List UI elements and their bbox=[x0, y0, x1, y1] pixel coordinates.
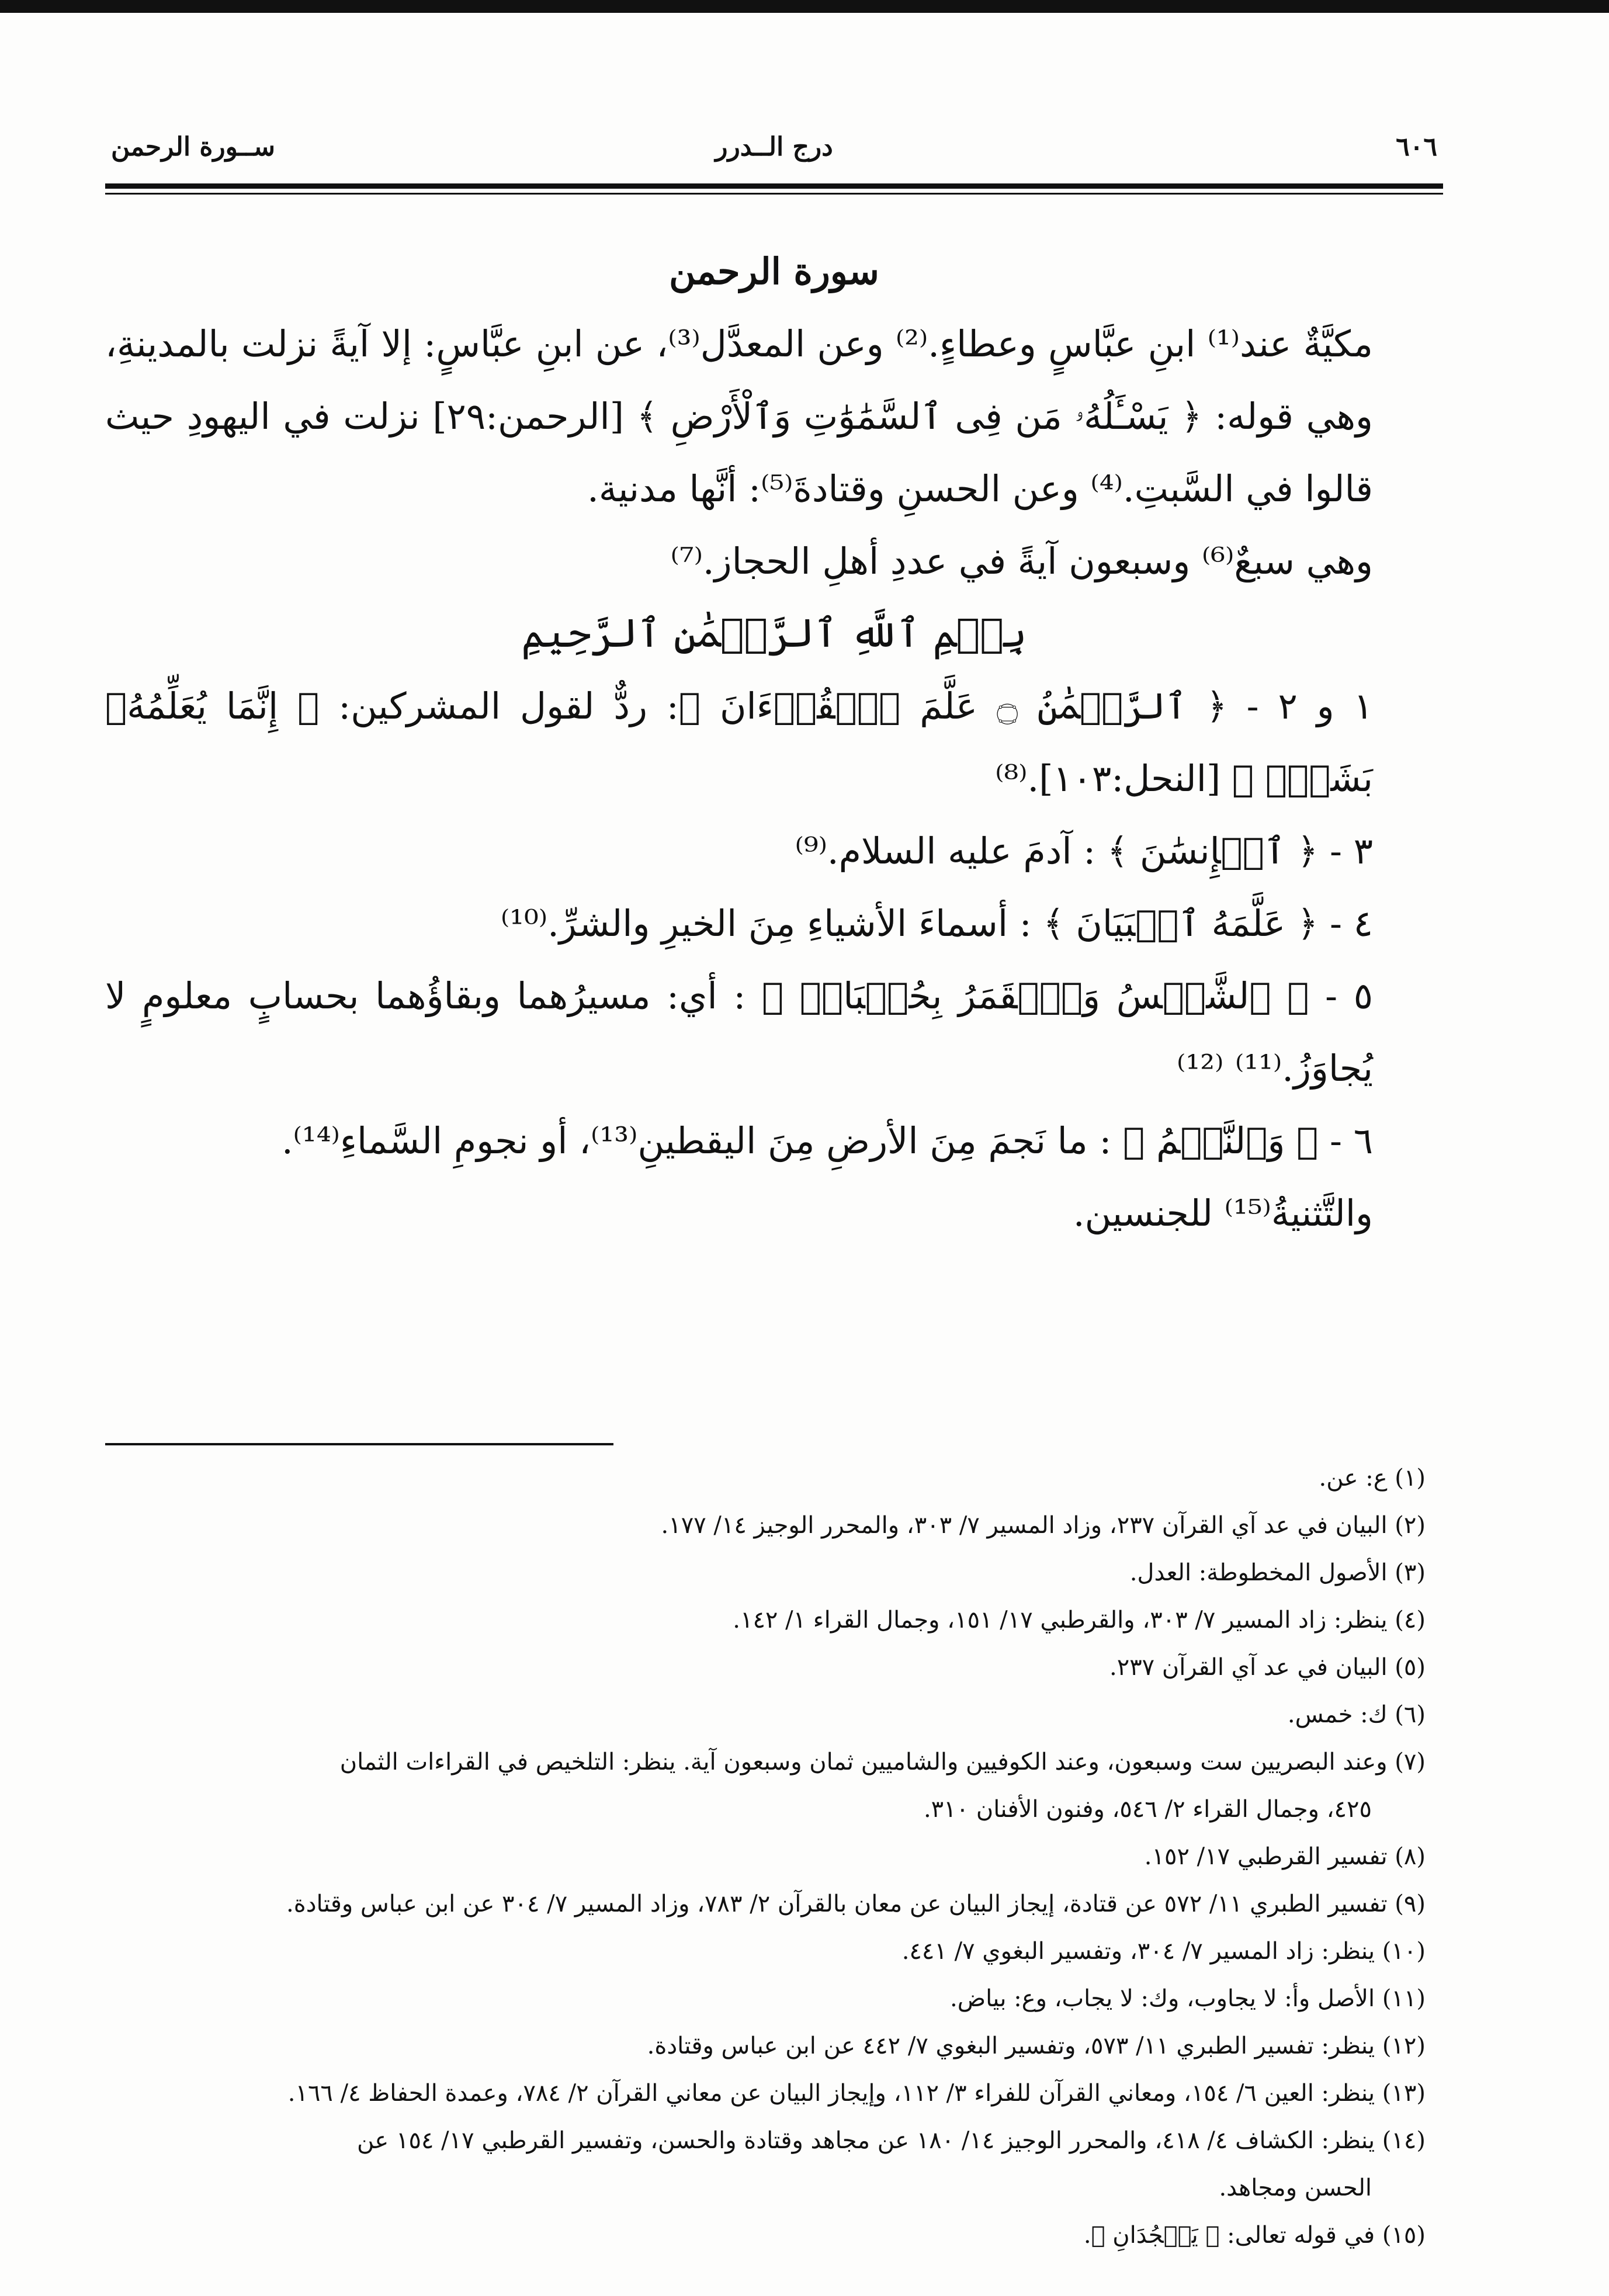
footnote-separator bbox=[105, 1443, 613, 1445]
footnote: (٤) ينظر: زاد المسير ٧/ ٣٠٣، والقرطبي ١٧/ ١٥١، وجمال القراء ١/ ١٤٢. bbox=[733, 1607, 1426, 1633]
footnote: (٣) الأصول المخطوطة: العدل. bbox=[1129, 1559, 1426, 1586]
footnotes bbox=[105, 1455, 1426, 2259]
verse-5-commentary: ٥ - ﴿ ٱلشَّمۡسُ وَٱلۡقَمَرُ بِحُسۡبَانٖ ﴾ : أي: مسيرُهما وبقاؤُهما بحسابٍ معلومٍ لا يُجاوَزُ.⁽¹¹⁾ ⁽¹²⁾ bbox=[105, 974, 1373, 1090]
footnote: (٢) البيان في عد آي القرآن ٢٣٧، وزاد المسير ٧/ ٣٠٣، والمحرر الوجيز ١٤/ ١٧٧. bbox=[661, 1512, 1426, 1539]
header-rule-thick bbox=[105, 183, 1443, 189]
footnote: (١٢) ينظر: تفسير الطبري ١١/ ٥٧٣، وتفسير البغوي ٧/ ٤٤٢ عن ابن عباس وقتادة. bbox=[647, 2033, 1426, 2059]
footnote: (٥) البيان في عد آي القرآن ٢٣٧. bbox=[1109, 1654, 1426, 1681]
footnote: (٧) وعند البصريين ست وسبعون، وعند الكوفيين والشاميين ثمان وسبعون آية. ينظر: التلخيص في القراءات الثمان bbox=[339, 1749, 1426, 1775]
footnote: (١) ع: عن. bbox=[1319, 1465, 1426, 1492]
footnote: (١٣) ينظر: العين ٦/ ١٥٤، ومعاني القرآن للفراء ٣/ ١١٢، وإيجاز البيان عن معاني القرآن ٢/ ٧٨٤، وعمدة الحفاظ ٤/ ١٦٦. bbox=[287, 2080, 1426, 2107]
footnote: (١٤) ينظر: الكشاف ٤/ ٤١٨، والمحرر الوجيز ١٤/ ١٨٠ عن مجاهد وقتادة والحسن، وتفسير القرطبي ١٧/ ١٥٤ عن bbox=[356, 2127, 1426, 2154]
book-page bbox=[105, 117, 1443, 2249]
book-title: درج الــدرر bbox=[715, 132, 833, 162]
footnote-continuation: الحسن ومجاهد. bbox=[1219, 2174, 1372, 2201]
dual-form-note: والتَّثنيةُ⁽¹⁵⁾ للجنسين. bbox=[1073, 1192, 1373, 1234]
surah-running-title: ســورة الرحمن bbox=[111, 132, 276, 162]
verse-1-2-commentary: ١ و ٢ - ﴿ ٱلرَّحۡمَٰنُ ۝ عَلَّمَ ٱلۡقُرۡءَانَ ﴾: ردٌّ لقول المشركين: ﴿ إِنَّمَا يُعَلِّمُهُۥ بَشَرٌۗ ﴾ [النحل:١٠٣].⁽⁸⁾ bbox=[105, 685, 1374, 800]
footnote: (١٠) ينظر: زاد المسير ٧/ ٣٠٤، وتفسير البغوي ٧/ ٤٤١. bbox=[901, 1938, 1426, 1965]
surah-heading: سورة الرحمن bbox=[669, 250, 879, 293]
basmala: بِسۡمِ ٱللَّهِ ٱلرَّحۡمَٰنِ ٱلرَّحِيمِ bbox=[521, 611, 1027, 657]
header-rule-thin bbox=[105, 193, 1443, 195]
footnote: (١١) الأصل وأ: لا يجاوب، وك: لا يجاب، وع: بياض. bbox=[950, 1985, 1426, 2012]
main-text bbox=[105, 235, 1443, 1250]
running-head bbox=[105, 117, 1443, 181]
scan-edge bbox=[0, 0, 1609, 13]
page-number: ٦٠٦ bbox=[1396, 132, 1437, 162]
footnote: (٨) تفسير القرطبي ١٧/ ١٥٢. bbox=[1144, 1843, 1426, 1870]
verse-count-paragraph: وهي سبعٌ⁽⁶⁾ وسبعون آيةً في عددِ أهلِ الحجاز.⁽⁷⁾ bbox=[670, 540, 1373, 582]
footnote: (١٥) في قوله تعالى: ﴿ يَسۡجُدَانِ ﴾. bbox=[1083, 2222, 1426, 2249]
footnote: (٦) ك: خمس. bbox=[1287, 1701, 1426, 1728]
verse-4-commentary: ٤ - ﴿ عَلَّمَهُ ٱلۡبَيَانَ ﴾ : أسماءَ الأشياءِ مِنَ الخيرِ والشرِّ.⁽¹⁰⁾ bbox=[500, 902, 1373, 945]
footnote-continuation: ٤٢٥، وجمال القراء ٢/ ٥٤٦، وفنون الأفنان ٣١٠. bbox=[923, 1796, 1372, 1823]
verse-3-commentary: ٣ - ﴿ ٱلۡإِنسَٰنَ ﴾ : آدمَ عليه السلام.⁽⁹⁾ bbox=[795, 830, 1373, 872]
intro-paragraph: مكيَّةٌ عند⁽¹⁾ ابنِ عبَّاسٍ وعطاءٍ.⁽²⁾ وعن المعدَّل⁽³⁾، عن ابنِ عبَّاسٍ: إلا آيةً نزلت بالمدينةِ، وهي قوله: ﴿ يَسْـَٔلُهُۥ مَن فِى ٱلسَّمَٰوَٰتِ وَٱلْأَرْضِ ﴾ [الرحمن:٢٩] نزلت في اليهودِ حيث قالوا في السَّبتِ.⁽⁴⁾ وعن الحسنِ وقتادةَ⁽⁵⁾: أنَّها مدنية. bbox=[105, 322, 1373, 510]
footnote: (٩) تفسير الطبري ١١/ ٥٧٢ عن قتادة، إيجاز البيان عن معان بالقرآن ٢/ ٧٨٣، وزاد المسير ٧/ ٣٠٤ عن ابن عباس وقتادة. bbox=[286, 1891, 1426, 1917]
verse-6-commentary: ٦ - ﴿ وَٱلنَّجۡمُ ﴾ : ما نَجمَ مِنَ الأرضِ مِنَ اليقطينِ⁽¹³⁾، أو نجومِ السَّماءِ⁽¹⁴⁾. bbox=[281, 1119, 1373, 1162]
